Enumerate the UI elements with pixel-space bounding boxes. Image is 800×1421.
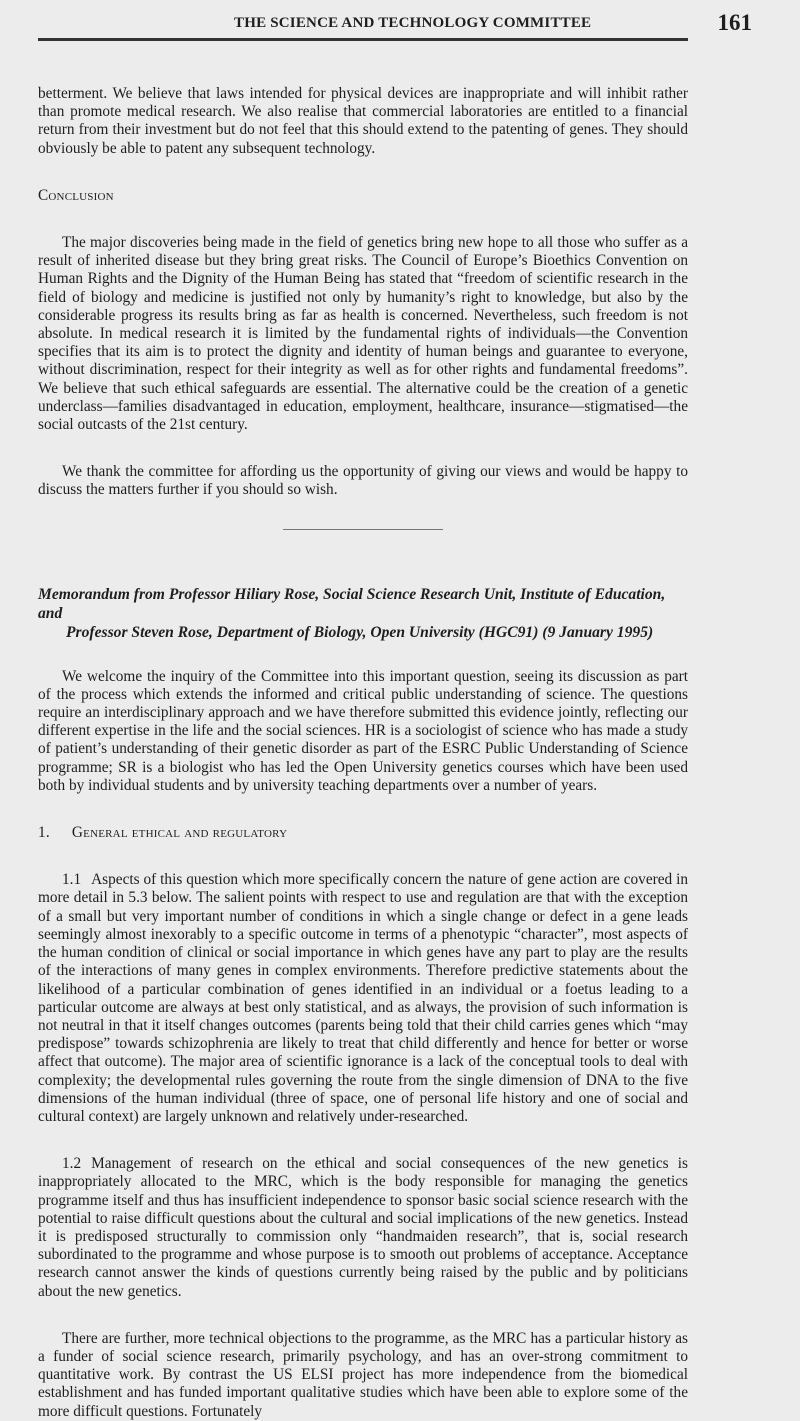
- section-number: 1.: [38, 824, 50, 842]
- section-heading: [38, 824, 688, 842]
- running-head: THE SCIENCE AND TECHNOLOGY COMMITTEE: [234, 15, 592, 31]
- paragraph-number-1-2: 1.2: [62, 1155, 82, 1173]
- final-paragraph: There are further, more technical objections to the programme, as the MRC has a particular history as a funder of social science research, primarily psychology, and has an over-strong commitment to quantitative work. By contrast the US ELSI project has more independence from the biomedical establishment and has funded important qualitative studies which have been able to explore some of the more difficult questions. Fortunately: [38, 1329, 688, 1420]
- memorandum-title-line-1: Memorandum from Professor Hiliary Rose, Social Science Research Unit, Institute of Education, and: [38, 585, 666, 622]
- memorandum-opening-paragraph: We welcome the inquiry of the Committee into this important question, seeing its discussion as part of the process which extends the informed and critical public understanding of science. The questions require an interdisciplinary approach and we have therefore submitted this evidence jointly, reflecting our different expertise in the life and the social sciences. HR is a sociologist of science who has made a study of patient’s understanding of their genetic disorder as part of the ESRC Public Understanding of Science programme; SR is a biologist who has led the Open University genetics courses which have been used both by individual students and by university teaching departments over a number of years.: [38, 667, 688, 794]
- memorandum-title-line-2: Professor Steven Rose, Department of Biology, Open University (HGC91) (9 January 1995): [66, 623, 654, 641]
- conclusion-paragraph-2: We thank the committee for affording us the opportunity of giving our views and would be happy to discuss the matters further if you should so wish.: [38, 463, 688, 499]
- conclusion-paragraph-1: The major discoveries being made in the field of genetics bring new hope to all those who suffer as a result of inherited disease but they bring great risks. The Council of Europe’s Bioethics Convention on Human Rights and the Dignity of the Human Being has stated that “freedom of scientific research in the field of biology and medicine is justified not only by humanity’s right to knowledge, but also by the considerable progress its results bring as far as health is concerned. Nevertheless, such freedom is not absolute. In medical research it is limited by the fundamental rights of individuals—the Convention specifies that its aim is to protect the dignity and identity of human beings and guarantee to everyone, without discrimination, respect for their integrity as well as for other rights and fundamental freedoms”. We believe that such ethical safeguards are essential. The alternative could be the creation of a genetic underclass—families disadvantaged in education, employment, healthcare, insurance—stigmatised—the social outcasts of the 21st century.: [38, 234, 688, 434]
- page-header: [38, 0, 752, 41]
- paragraph-1-1: [38, 871, 688, 1126]
- paragraph-text-1-2: Management of research on the ethical and social consequences of the new genetics is inappropriately allocated to the MRC, which is the body responsible for managing the genetics programme itself and thus has insufficient independence to sponsor basic social science research with the potential to raise difficult questions about the cultural and social implications of the new genetics. Instead it is predisposed structurally to commission only “handmaiden research”, that is, social research subordinated to the programme and whose purpose is to smooth out problems of acceptance. Acceptance research cannot answer the kinds of questions currently being raised by the public and by politicians about the new genetics.: [38, 1155, 688, 1300]
- intro-paragraph: betterment. We believe that laws intended for physical devices are inappropriate and will inhibit rather than promote medical research. We also realise that commercial laboratories are entitled to a financial return from their investment but do not feel that this should extend to the patenting of genes. They should obviously be able to patent any subsequent technology.: [38, 85, 688, 157]
- paragraph-number-1-1: 1.1: [62, 871, 82, 889]
- memorandum-title: [38, 585, 688, 642]
- page-content: [38, 41, 688, 1421]
- page-number: 161: [717, 10, 752, 35]
- paragraph-1-2: [38, 1155, 688, 1301]
- section-title: General ethical and regulatory: [71, 824, 288, 842]
- conclusion-heading: Conclusion: [38, 186, 114, 204]
- section-divider: [283, 529, 443, 530]
- paragraph-text-1-1: Aspects of this question which more specifically concern the nature of gene action are covered in more detail in 5.3 below. The salient points with respect to use and regulation are that with the exception of a small but very important number of conditions in which a single change or defect in a gene leads seemingly almost inexorably to a specific outcome in terms of a phenotypic “character”, most aspects of the human condition of clinical or social importance in which genes have any part to play are the results of the interactions of many genes in complex environments. Therefore predictive statements about the likelihood of a particular combination of genes identified in an individual or a foetus leading to a particular outcome are always at best only statistical, and as always, the provision of such information is not neutral in that it itself changes outcomes (parents being told that their child carries genes which “may predispose” towards schizophrenia are likely to treat that child differently and hence for better or worse affect that outcome). The major area of scientific ignorance is a lack of the conceptual tools to deal with complexity; the developmental rules governing the route from the single dimension of DNA to the five dimensions of the human individual (three of space, one of personal life history and one of social and cultural context) are largely unknown and relatively under-researched.: [38, 871, 688, 1125]
